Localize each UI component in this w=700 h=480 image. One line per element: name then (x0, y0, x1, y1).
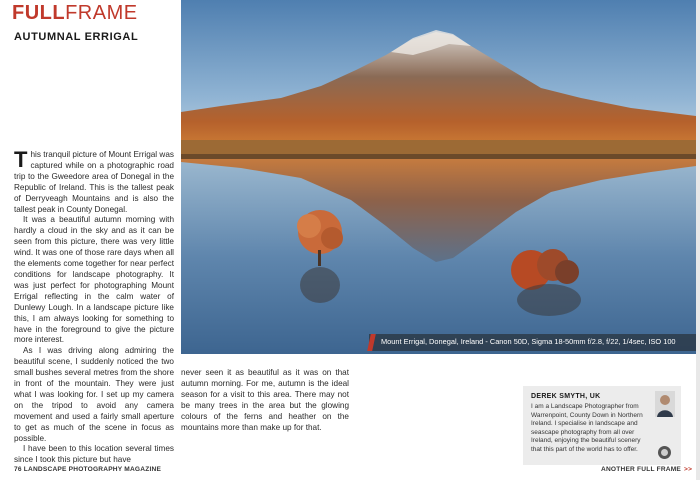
article-title: AUTUMNAL ERRIGAL (14, 31, 139, 43)
paragraph-4-continued: never seen it as beautiful as it was on that autumn morning. For me, autumn is the ideal season for a visit to this area. There may not be many trees in the area but the glowing colours of the ferns and heather on the mountains more than make up for that. (181, 368, 349, 432)
camera-lens-icon (658, 446, 671, 459)
drop-cap: T (14, 147, 28, 172)
brand-full: FULL (12, 2, 66, 24)
author-bio: I am a Landscape Photographer from Warrenpoint, County Down in Northern Ireland. I specialise in landscape and seascape photography from all over Ireland, enjoying the beautiful scenery that this part of the world has to offer. (531, 403, 643, 453)
author-box (523, 386, 681, 465)
magazine-section-brand (12, 2, 138, 24)
landscape-photo-mount-errigal (181, 0, 696, 354)
paragraph-3: As I was driving along admiring the beautiful scene, I suddenly noticed the two small bushes several metres from the shore in front of the mountain. They were just what I was looking for. I set up my camera on the tripod to avoid any camera movement and used a fairly small aperture to get as much of the scene in focus as possible. (14, 346, 174, 443)
next-article-label: ANOTHER FULL FRAME (601, 466, 682, 473)
photo-caption: Mount Errigal, Donegal, Ireland - Canon 50D, Sigma 18-50mm f/2.8, f/22, 1/4sec, ISO 100 (381, 337, 676, 346)
page-folio: 76 LANDSCAPE PHOTOGRAPHY MAGAZINE (14, 466, 162, 473)
person-photo-icon (655, 391, 675, 417)
brand-frame: FRAME (65, 2, 138, 24)
caption-accent-mark (367, 334, 376, 351)
paragraph-4: I have been to this location several times since I took this picture but have (14, 444, 174, 465)
article-column-2 (181, 368, 349, 433)
author-name: DEREK SMYTH, UK (531, 393, 601, 400)
paragraph-1 (14, 147, 174, 215)
photo-caption-bar (369, 334, 696, 351)
photo-illustration (181, 0, 696, 354)
double-chevron-right-icon: >> (684, 466, 693, 473)
paragraph-1-text: his tranquil picture of Mount Errigal was captured while on a photographic road trip to the Gweedore area of Donegal in the Republic of Ireland. This is the tallest peak of Derryveagh Mountains and is also the tallest peak in County Donegal. (14, 150, 174, 214)
article-column-1 (14, 147, 174, 466)
next-article-link[interactable] (601, 466, 692, 473)
paragraph-2: It was a beautiful autumn morning with hardly a cloud in the sky and as it can be seen from this picture, there was very little wind. It was one of those rare days when all the elements come together for near perfect conditions for landscape photography. It was just perfect for photographing Mount Errigal reflecting in the calm water of Dunlewy Lough. In a landscape picture like this, I am always looking for something to have in the foreground to give the picture more interest. (14, 215, 174, 345)
